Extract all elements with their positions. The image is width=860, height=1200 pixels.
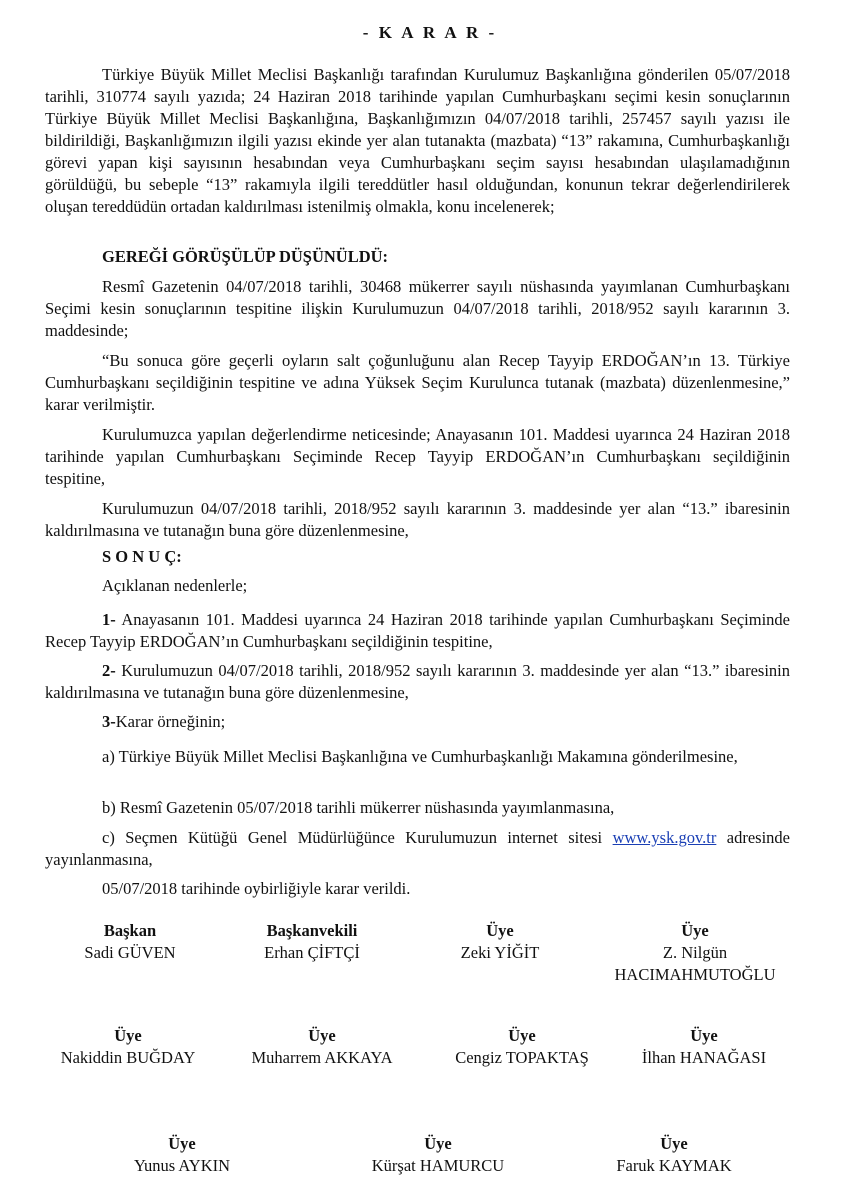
signature-name: Sadi GÜVEN: [84, 943, 176, 962]
item-text: Anayasanın 101. Maddesi uyarınca 24 Haziran 2018 tarihinde yapılan Cumhurbaşkanı Seçiminde Recep Tayyip ERDOĞAN’ın Cumhurbaşkanı seçildiğinin tespitine,: [45, 610, 790, 651]
document-title: - K A R A R -: [362, 23, 498, 42]
sub-item-a: a) Türkiye Büyük Millet Meclisi Başkanlığına ve Cumhurbaşkanlığı Makamına gönderilmesine,: [102, 747, 738, 766]
item-text: Kurulumuzun 04/07/2018 tarihli, 2018/952 sayılı kararının 3. maddesinde yer alan “13.” ibaresinin kaldırılmasına ve tutanağın buna göre düzenlenmesine,: [45, 661, 790, 702]
signature-role: Başkan: [103, 921, 157, 940]
reasons-line: Açıklanan nedenlerle;: [102, 576, 248, 595]
signature-role: Üye: [114, 1026, 142, 1045]
signature-role: Üye: [424, 1134, 452, 1153]
paragraph-removal: Kurulumuzun 04/07/2018 tarihli, 2018/952 sayılı kararının 3. maddesinde yer alan “13.” ibaresinin kaldırılmasına ve tutanağın buna göre düzenlenmesine,: [45, 499, 790, 540]
signature-name: Z. Nilgün HACIMAHMUTOĞLU: [614, 943, 776, 984]
item-number: 1-: [102, 610, 116, 629]
signature-block: [422, 1025, 622, 1069]
decision-item-3: [102, 711, 802, 733]
result-heading: S O N U Ç:: [102, 547, 182, 566]
signature-name: Faruk KAYMAK: [616, 1156, 732, 1175]
signature-role: Üye: [486, 921, 514, 940]
signature-role: Başkanvekili: [266, 921, 358, 940]
signature-block: [222, 1025, 422, 1069]
signature-block: [338, 1133, 538, 1177]
signature-role: Üye: [168, 1134, 196, 1153]
signature-name: Yunus AYKIN: [133, 1156, 231, 1175]
decision-item-2: [45, 660, 790, 704]
deliberation-heading: GEREĞİ GÖRÜŞÜLÜP DÜŞÜNÜLDÜ:: [102, 247, 389, 266]
decision-item-1: [45, 609, 790, 653]
sub-item-c-text: c) Seçmen Kütüğü Genel Müdürlüğünce Kurulumuzun internet sitesi: [102, 828, 613, 847]
signature-block: [82, 1133, 282, 1177]
signature-name: İlhan HANAĞASI: [641, 1048, 767, 1067]
sub-item-c: [45, 827, 790, 871]
signature-block: [604, 1025, 804, 1069]
closing-line: 05/07/2018 tarihinde oybirliğiyle karar verildi.: [102, 879, 411, 898]
signature-block: [212, 920, 412, 964]
sub-item-b: b) Resmî Gazetenin 05/07/2018 tarihli mükerrer nüshasında yayımlanmasına,: [102, 798, 615, 817]
item-number: 3-: [102, 712, 116, 731]
signature-block: [574, 1133, 774, 1177]
signature-block: [30, 920, 230, 964]
signature-block: [590, 920, 800, 986]
sub-item-c-tail: adresinde yayınlanmasına,: [45, 828, 790, 869]
signature-name: Nakiddin BUĞDAY: [60, 1048, 196, 1067]
signature-role: Üye: [308, 1026, 336, 1045]
signature-name: Zeki YİĞİT: [460, 943, 540, 962]
signature-role: Üye: [690, 1026, 718, 1045]
paragraph-gazette: Resmî Gazetenin 04/07/2018 tarihli, 30468 mükerrer sayılı nüshasında yayımlanan Cumhurbaşkanı Seçimi kesin sonuçlarının tespitine ilişkin Kurulumuzun 04/07/2018 tarihli, 2018/952 sayılı kararının 3. maddesinde;: [45, 277, 790, 340]
paragraph-evaluation: Kurulumuzca yapılan değerlendirme neticesinde; Anayasanın 101. Maddesi uyarınca 24 Haziran 2018 tarihinde yapılan Cumhurbaşkanı Seçiminde Recep Tayyip ERDOĞAN’ın Cumhurbaşkanı seçildiğinin tespitine,: [45, 425, 790, 488]
signature-name: Cengiz TOPAKTAŞ: [455, 1048, 589, 1067]
signature-block: [400, 920, 600, 964]
signature-name: Kürşat HAMURCU: [371, 1156, 505, 1175]
item-text: Karar örneğinin;: [115, 712, 226, 731]
signature-name: Erhan ÇİFTÇİ: [264, 943, 360, 962]
signature-role: Üye: [681, 921, 709, 940]
signature-name: Muharrem AKKAYA: [251, 1048, 393, 1067]
ysk-website-link[interactable]: www.ysk.gov.tr: [612, 828, 717, 847]
intro-paragraph: Türkiye Büyük Millet Meclisi Başkanlığı tarafından Kurulumuz Başkanlığına gönderilen 05/07/2018 tarihli, 310774 sayılı yazıda; 24 Haziran 2018 tarihinde yapılan Cumhurbaşkanı seçimi kesin sonuçlarının Türkiye Büyük Millet Meclisi Başkanlığına, Başkanlığımızın 04/07/2018 tarihli, 257457 sayılı yazısı ile bildirildiği, Başkanlığımızın ilgili yazısı ekinde yer alan tutanakta (mazbata) “13” rakamına, Cumhurbaşkanlığı görevi yapan kişi sayısının hesabından veya Cumhurbaşkanı seçim sayısı hesabından ulaşılamadığının görüldüğü, bu sebeple “13” rakamıyla ilgili tereddütler hasıl olduğundan, konunun tekrar değerlendirilerek oluşan tereddüdün ortadan kaldırılması istenilmiş olmakla, konu incelenerek;: [45, 65, 790, 216]
item-number: 2-: [102, 661, 116, 680]
signature-block: [28, 1025, 228, 1069]
paragraph-quote: “Bu sonuca göre geçerli oyların salt çoğunluğunu alan Recep Tayyip ERDOĞAN’ın 13. Türkiye Cumhurbaşkanı seçildiğinin tespitine ve adına Yüksek Seçim Kurulunca tutanak (mazbata) düzenlenmesine,” karar verilmiştir.: [45, 351, 790, 414]
signature-role: Üye: [660, 1134, 688, 1153]
signature-role: Üye: [508, 1026, 536, 1045]
